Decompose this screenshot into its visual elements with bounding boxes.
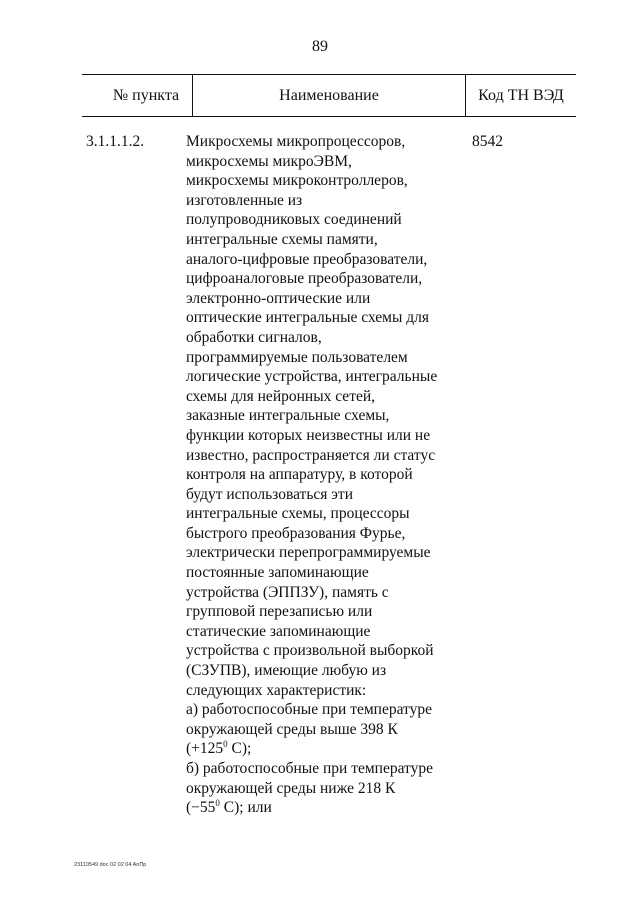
temp-b-suffix: С); или — [219, 799, 272, 817]
description-line: контроля на аппаратуру, в которой — [186, 466, 413, 484]
description-line: микросхемы микроконтроллеров, — [186, 172, 408, 190]
table-top-rule — [82, 74, 576, 75]
description-line: цифроаналоговые преобразователи, — [186, 270, 423, 288]
description-line: б) работоспособные при температуре — [186, 760, 434, 777]
description-line: заказные интегральные схемы, — [186, 407, 390, 425]
description-line: устройства с произвольной выборкой — [186, 642, 434, 660]
description-line: постоянные запоминающие — [186, 564, 369, 582]
temp-a-prefix: (+125 — [186, 740, 224, 758]
description-line: микросхемы микроЭВМ, — [186, 152, 352, 170]
temp-a-suffix: С); — [227, 740, 252, 758]
description-line: следующих характеристик: — [186, 681, 367, 699]
description-line: оптические интегральные схемы для — [186, 309, 430, 327]
table-header-rule — [82, 116, 576, 117]
description-line: схемы для нейронных сетей, — [186, 387, 376, 405]
description-line: быстрого преобразования Фурье, — [186, 524, 406, 542]
description-line: обработки сигналов, — [186, 328, 322, 346]
header-item-number: № пункта — [112, 87, 180, 104]
temp-b-degree: 0 — [215, 798, 220, 809]
header-code: Код ТН ВЭД — [478, 87, 564, 104]
description-line: известно, распространяется ли статус — [186, 446, 436, 464]
temperature-line-a — [186, 739, 466, 759]
temp-a-degree: 0 — [223, 739, 228, 750]
description-line: а) работоспособные при температуре — [186, 701, 433, 719]
description-line: групповой перезаписью или — [186, 603, 373, 621]
row-description — [186, 132, 466, 818]
description-line: Микросхемы микропроцессоров, — [186, 133, 406, 150]
description-line: аналого-цифровые преобразователи, — [186, 250, 428, 268]
description-line: будут использоваться эти — [186, 485, 353, 503]
row-item-number: 3.1.1.1.2. — [86, 133, 145, 150]
description-line: логические устройства, интегральные — [186, 368, 438, 386]
description-line: окружающей среды выше 398 К — [186, 720, 398, 738]
description-line: (СЗУПВ), имеющие любую из — [186, 662, 387, 680]
description-line: статические запоминающие — [186, 622, 371, 640]
row-code: 8542 — [472, 133, 503, 150]
description-line: изготовленные из — [186, 191, 303, 209]
description-line: интегральные схемы, процессоры — [186, 505, 410, 523]
temp-b-prefix: (−55 — [186, 799, 216, 817]
description-line: электрически перепрограммируемые — [186, 544, 431, 562]
temperature-line-b — [186, 798, 466, 818]
description-line: электронно-оптические или — [186, 289, 371, 307]
document-footer-code: 23110549 doc 02 02 04 AnПр — [74, 862, 147, 868]
description-line: окружающей среды ниже 218 К — [186, 779, 396, 797]
description-line: интегральные схемы памяти, — [186, 230, 378, 248]
description-line: полупроводниковых соединений — [186, 211, 402, 229]
page-number: 89 — [312, 38, 328, 55]
description-line: устройства (ЭППЗУ), память с — [186, 583, 389, 601]
description-line: функции которых неизвестны или не — [186, 426, 431, 444]
header-name: Наименование — [279, 87, 379, 104]
description-line: программируемые пользователем — [186, 348, 408, 366]
